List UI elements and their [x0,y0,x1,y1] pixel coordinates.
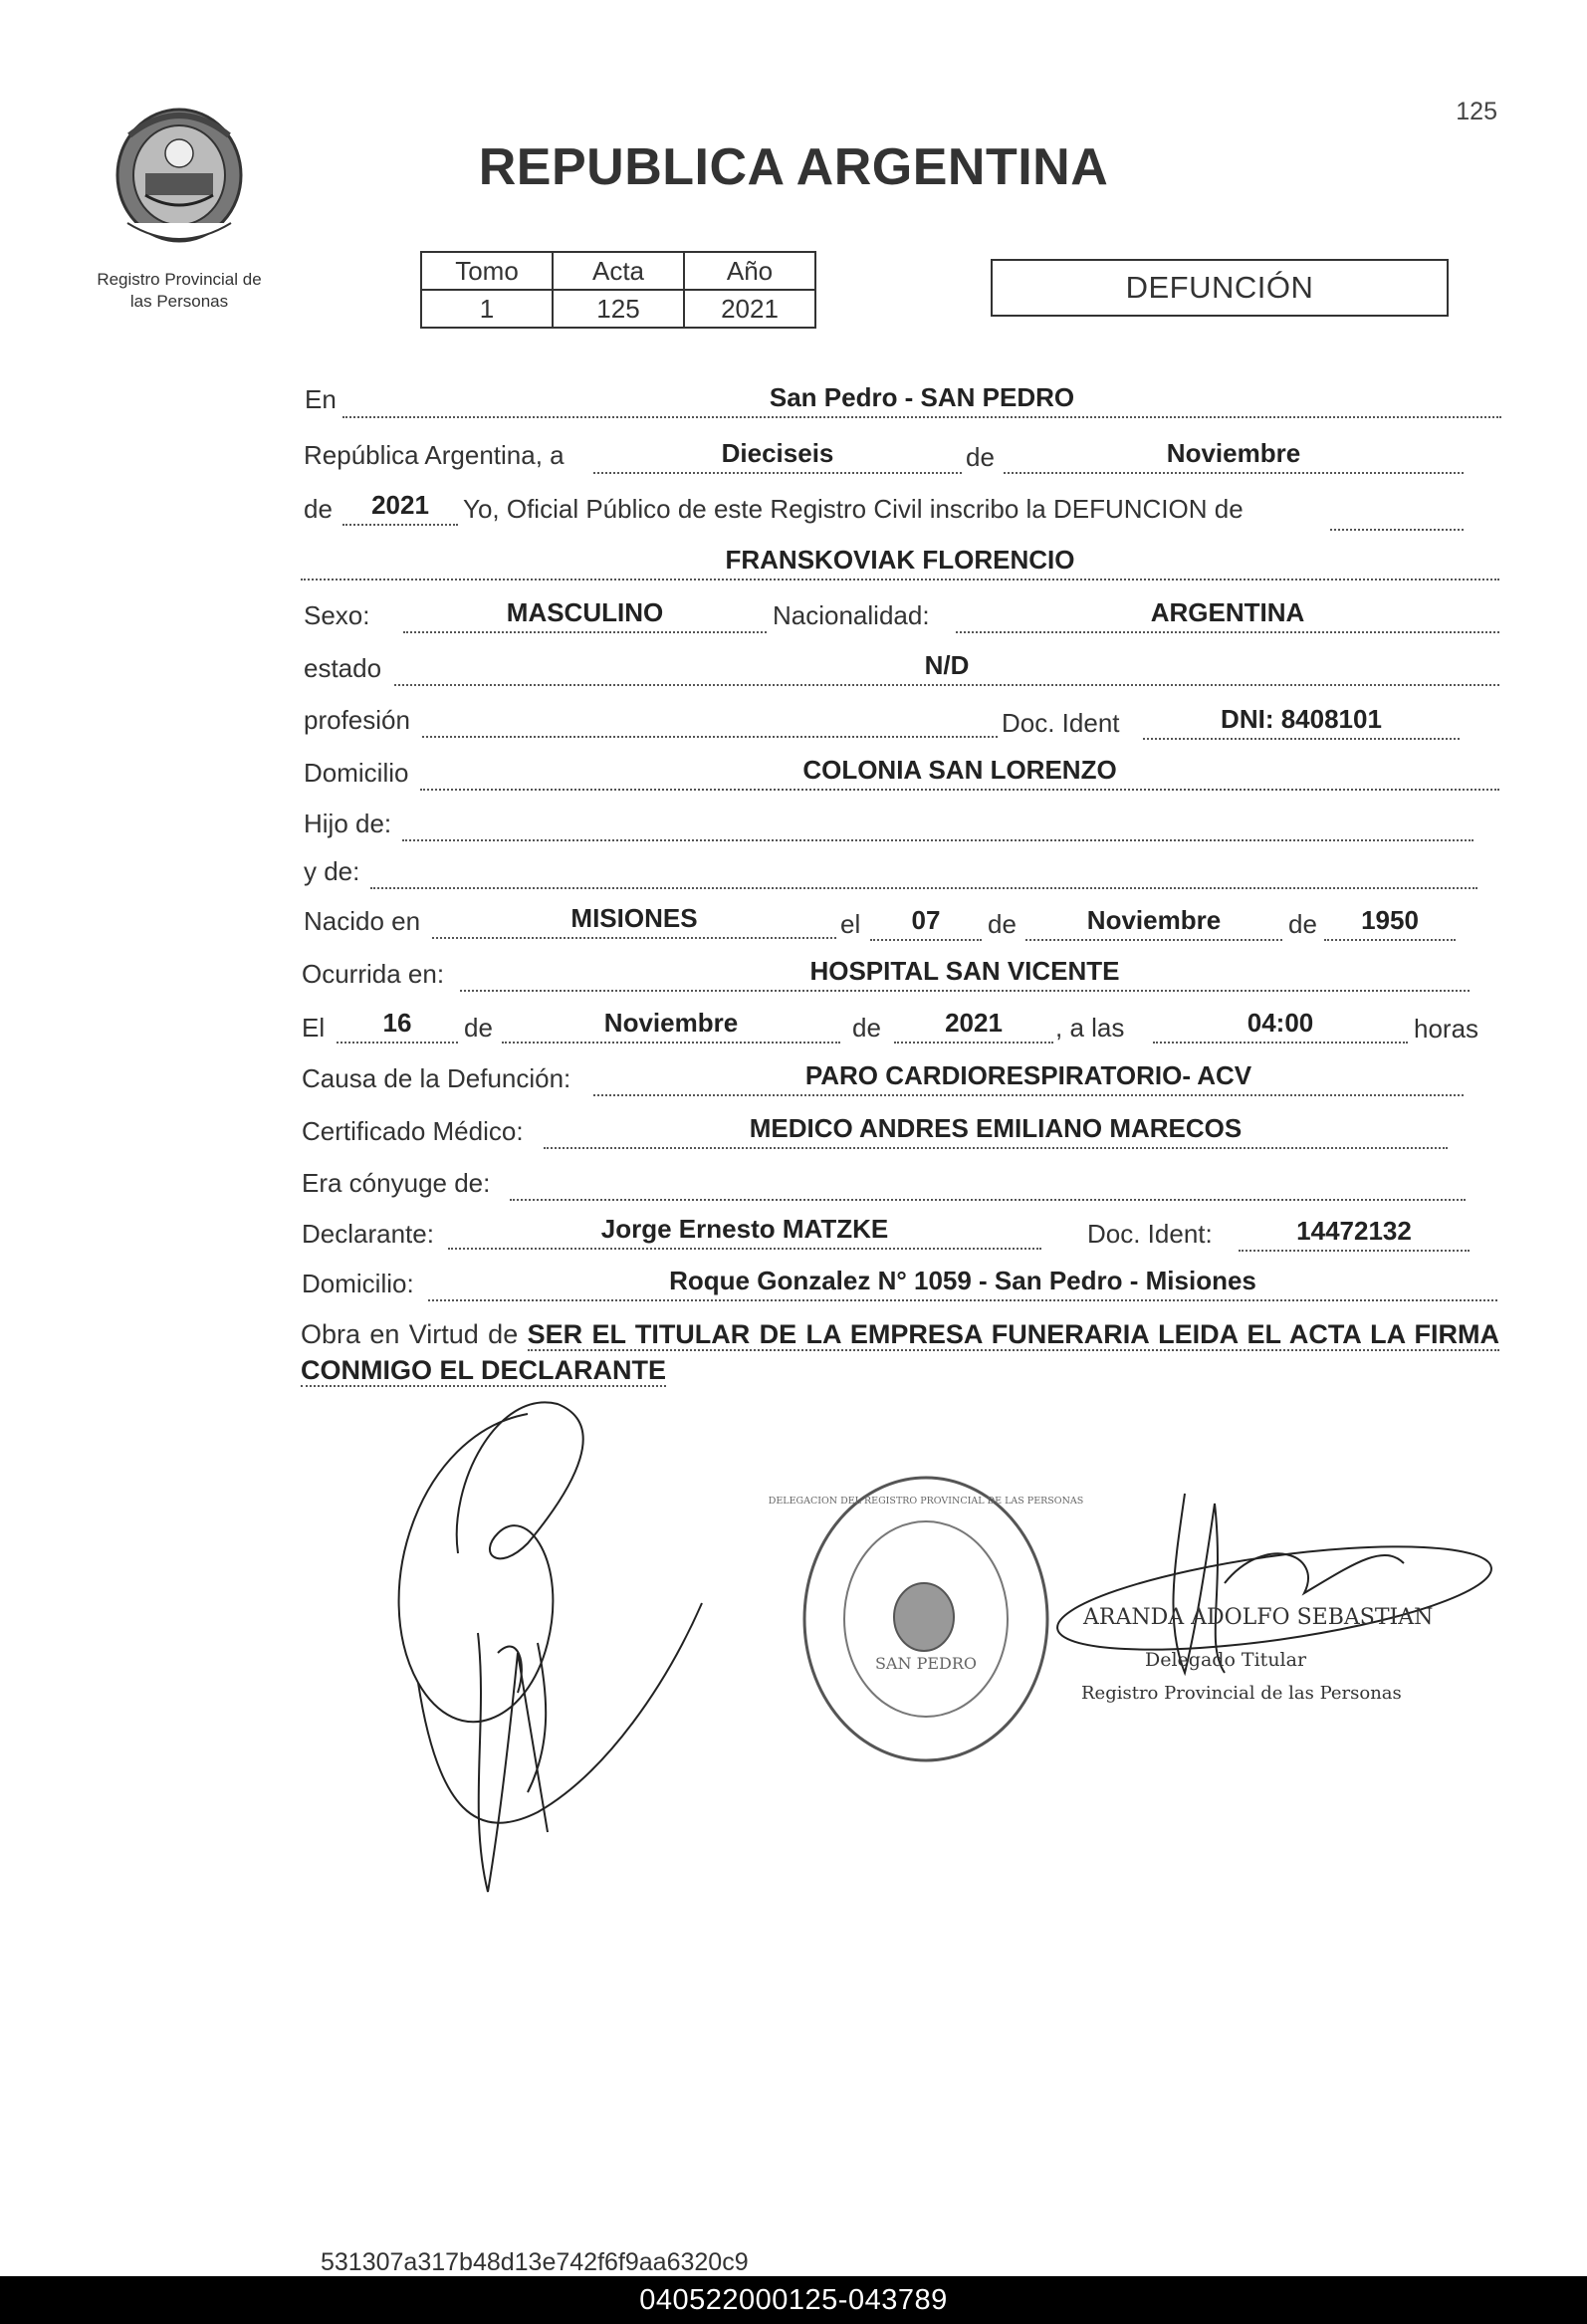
label-a-las: , a las [1055,1013,1125,1043]
label-republica: República Argentina, a [304,440,565,470]
anio-header: Año [684,252,815,290]
label-estado: estado [304,653,382,683]
label-conyuge: Era cónyuge de: [302,1168,491,1198]
record-table-header-row [421,252,815,290]
stamp-center-text: SAN PEDRO [874,1654,978,1673]
tomo-value: 1 [421,290,553,328]
label-y-de: y de: [304,856,360,886]
field-def-anio: 2021 [894,1009,1053,1044]
field-profesion [422,703,998,738]
field-anio: 2021 [342,491,458,526]
label-nacido-en: Nacido en [304,906,421,936]
field-hora: 04:00 [1153,1009,1408,1044]
label-el: El [302,1013,326,1043]
obra-en-virtud [301,1316,1499,1388]
label-certificado: Certificado Médico: [302,1116,524,1146]
blank-line [1330,496,1464,531]
field-def-dia: 16 [337,1009,458,1044]
label-doc-ident: Doc. Ident [1002,708,1120,738]
label-de-def: de [464,1013,493,1043]
field-doc-ident: DNI: 8408101 [1143,705,1460,740]
label-de-nac: de [988,909,1017,939]
label-nacionalidad: Nacionalidad: [773,600,930,630]
field-def-mes: Noviembre [502,1009,840,1044]
document-type-box: DEFUNCIÓN [991,259,1449,317]
official-stamp [768,1470,1084,1768]
page-title: REPUBLICA ARGENTINA [478,138,1109,196]
label-de-def-anio: de [852,1013,881,1043]
label-el-nac: el [840,909,861,939]
field-nac-dia: 07 [870,906,982,941]
label-hijo-de: Hijo de: [304,809,392,838]
document-hash: 531307a317b48d13e742f6f9aa6320c9 [321,2248,749,2276]
anio-value: 2021 [684,290,815,328]
label-obra: Obra en Virtud de [301,1319,519,1349]
label-de-anio: de [304,494,333,524]
tomo-header: Tomo [421,252,553,290]
registry-label [70,269,289,313]
field-nac-mes: Noviembre [1025,906,1282,941]
field-mes: Noviembre [1004,439,1464,474]
field-dia-texto: Dieciseis [593,439,962,474]
label-de: de [966,442,995,472]
field-estado: N/D [394,651,1499,686]
field-causa: PARO CARDIORESPIRATORIO- ACV [593,1061,1464,1096]
field-nombre: FRANSKOVIAK FLORENCIO [301,546,1499,581]
field-ocurrida-en: HOSPITAL SAN VICENTE [460,957,1470,992]
field-y-de [370,854,1477,889]
label-horas: horas [1414,1014,1479,1044]
signatory-role: Delegado Titular [1145,1649,1307,1671]
field-certificado: MEDICO ANDRES EMILIANO MARECOS [544,1114,1448,1149]
signatory-office: Registro Provincial de las Personas [1081,1683,1402,1704]
stamp-ring-text: DELEGACION DEL REGISTRO PROVINCIAL DE LAS PERSONAS [768,1496,1084,1507]
record-table-value-row [421,290,815,328]
label-yo-oficial: Yo, Oficial Público de este Registro Civil inscribo la DEFUNCION de [463,494,1244,524]
registry-label-line2: las Personas [129,292,229,311]
label-ocurrida-en: Ocurrida en: [302,959,445,989]
field-declarante-domicilio: Roque Gonzalez N° 1059 - San Pedro - Misiones [428,1267,1497,1301]
record-table [420,251,816,329]
declarant-signature [378,1394,717,1912]
label-causa: Causa de la Defunción: [302,1063,571,1093]
field-domicilio: COLONIA SAN LORENZO [420,756,1499,791]
label-profesion: profesión [304,705,410,735]
field-lugar: San Pedro - SAN PEDRO [342,383,1501,418]
field-hijo-de [402,807,1474,841]
field-obra-texto: SER EL TITULAR DE LA EMPRESA FUNERARIA LEIDA EL ACTA LA FIRMA CONMIGO EL DECLARANTE [301,1319,1499,1385]
barcode-strip: 040522000125-043789 [0,2276,1587,2324]
signatory-name: ARANDA ADOLFO SEBASTIAN [1083,1605,1434,1630]
field-sexo: MASCULINO [403,598,767,633]
page-number: 125 [1456,98,1497,125]
field-declarante: Jorge Ernesto MATZKE [448,1215,1041,1250]
label-declarante: Declarante: [302,1219,434,1249]
label-doc-ident-declarante: Doc. Ident: [1087,1219,1213,1249]
acta-value: 125 [553,290,684,328]
field-nacionalidad: ARGENTINA [956,598,1499,633]
label-sexo: Sexo: [304,600,370,630]
label-domicilio: Domicilio [304,758,409,788]
label-domicilio-declarante: Domicilio: [302,1269,414,1298]
field-declarante-doc: 14472132 [1239,1217,1470,1252]
label-de-nac-anio: de [1288,909,1317,939]
registry-label-line1: Registro Provincial de [97,270,262,289]
label-en: En [305,384,337,414]
acta-header: Acta [553,252,684,290]
field-nacido-en: MISIONES [432,904,836,939]
field-nac-anio: 1950 [1324,906,1456,941]
field-conyuge [510,1166,1466,1201]
